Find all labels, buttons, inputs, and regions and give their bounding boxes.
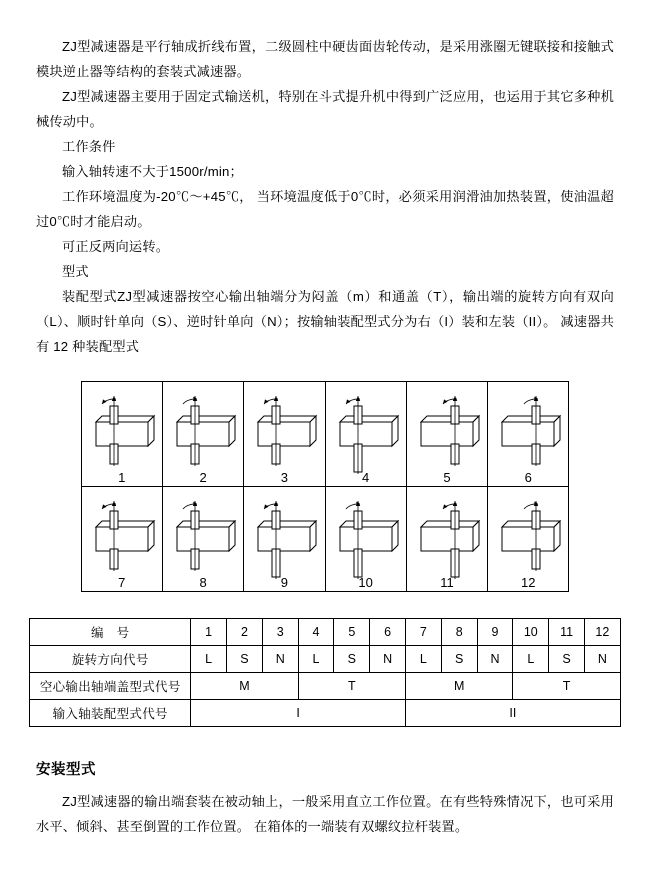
table-cell: N [584,646,620,673]
table-cell: S [549,646,585,673]
assembly-figure [36,381,614,592]
table-cell: 9 [477,619,513,646]
table-cell-group: T [298,673,405,700]
table-cell-group: I [191,700,406,727]
table-cell: 1 [191,619,227,646]
table-cell: S [334,646,370,673]
paragraph-4: 输入轴转速不大于1500r/min； [62,164,243,179]
figure-cell [406,487,487,592]
figure-cell-number: 5 [443,470,451,485]
figure-cell-number: 8 [199,575,207,590]
paragraph-8: 装配型式ZJ型减速器按空心输出轴端分为闷盖（m）和通盖（T），输出端的旋转方向有双向（L）、顺时针单向（S）、逆时针单向（N）；按输轴装配型式分为右（I）装和左装（II）。 减速器共有 12 种装配型式 [36,289,614,354]
figure-cell-number: 1 [118,470,126,485]
table-cell: 3 [262,619,298,646]
figure-cell-number: 3 [280,470,288,485]
table-cell-group: M [406,673,513,700]
table-cell: 7 [406,619,442,646]
row-header-rotation-direction: 旋转方向代号 [30,646,191,673]
figure-cell [81,382,162,487]
table-cell: 2 [227,619,263,646]
table-cell: 4 [298,619,334,646]
paragraph-3: 工作条件 [62,139,116,154]
paragraph-6: 可正反两向运转。 [62,239,170,254]
row-header-end-cover-code: 空心输出轴端盖型式代号 [30,673,191,700]
figure-cell-number: 10 [358,575,373,590]
figure-cell-number: 4 [362,470,370,485]
table-cell: L [298,646,334,673]
table-cell-group: II [406,700,621,727]
figure-cell [325,487,406,592]
assembly-code-table [29,618,621,727]
paragraph-5: 工作环境温度为-20℃～+45℃， 当环境温度低于0℃时，必须采用润滑油加热装置，使油温超过0℃时才能启动。 [36,189,614,229]
table-cell: S [441,646,477,673]
table-cell: N [262,646,298,673]
table-cell-group: M [191,673,298,700]
table-cell: N [370,646,406,673]
table-cell-group: T [513,673,620,700]
table-cell: L [406,646,442,673]
figure-cell [488,382,569,487]
figure-cell-number: 6 [524,470,532,485]
figure-cell [162,487,243,592]
figure-cell [244,487,325,592]
figure-cell [162,382,243,487]
closing-paragraph-1: ZJ型减速器的输出端套装在被动轴上，一般采用直立工作位置。在有些特殊情况下，也可采用水平、倾斜、甚至倒置的工作位置。 在箱体的一端装有双螺纹拉杆装置。 [36,794,614,834]
figure-cell [325,382,406,487]
assembly-figure-grid [81,381,570,592]
figure-row-bottom [81,487,569,592]
table-cell: 5 [334,619,370,646]
paragraph-7: 型式 [62,264,89,279]
table-cell: L [513,646,549,673]
figure-cell [406,382,487,487]
figure-cell-number: 9 [280,575,288,590]
figure-cell-number: 11 [440,575,454,590]
table-cell: S [227,646,263,673]
table-cell: 6 [370,619,406,646]
figure-cell-number: 7 [118,575,126,590]
figure-cell [81,487,162,592]
figure-cell [244,382,325,487]
paragraph-1: ZJ型减速器是平行轴成折线布置，二级圆柱中硬齿面齿轮传动，是采用涨圈无键联接和接触式模块逆止器等结构的套装式减速器。 [36,39,614,79]
figure-cell-number: 2 [199,470,207,485]
installation-section [36,757,614,839]
table-row [30,619,621,646]
section-title-installation: 安装型式 [36,762,96,778]
table-row [30,646,621,673]
table-cell: L [191,646,227,673]
table-cell: N [477,646,513,673]
figure-row-top [81,382,569,487]
table-row [30,673,621,700]
figure-cell [488,487,569,592]
paragraph-2: ZJ型减速器主要用于固定式输送机，特别在斗式提升机中得到广泛应用，也运用于其它多种机械传动中。 [36,89,614,129]
table-cell: 11 [549,619,585,646]
figure-cell-number: 12 [521,575,536,590]
row-header-input-shaft-code: 输入轴装配型式代号 [30,700,191,727]
row-header-number: 编 号 [30,619,191,646]
table-row [30,700,621,727]
table-cell: 10 [513,619,549,646]
table-cell: 8 [441,619,477,646]
table-cell: 12 [584,619,620,646]
assembly-code-table-wrapper [36,618,614,727]
